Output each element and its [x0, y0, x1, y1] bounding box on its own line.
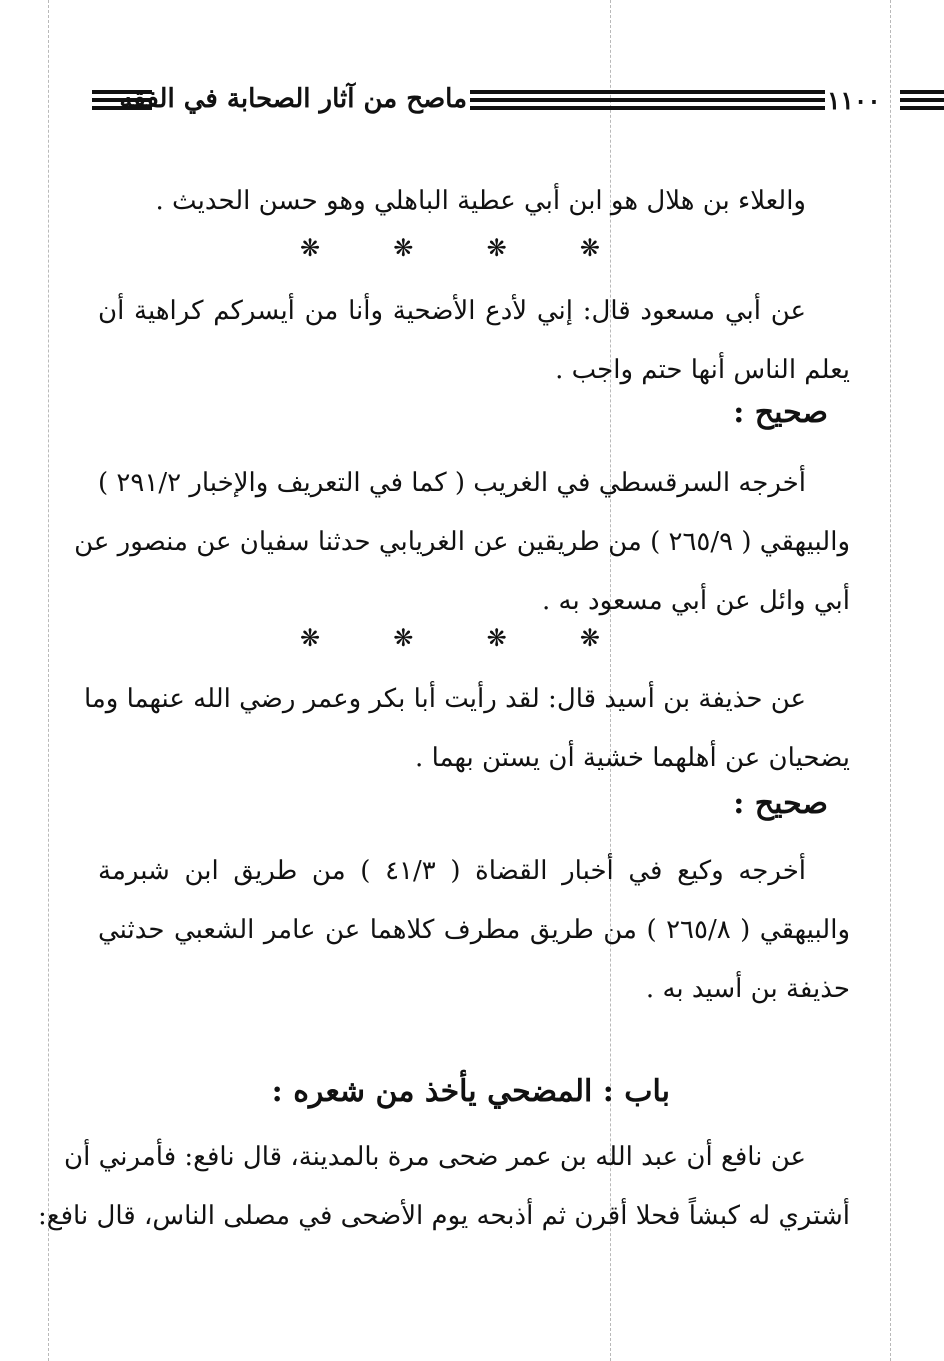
text-line: عن أبي مسعود قال: إني لأدع الأضحية وأنا من أيسركم كراهية أن — [98, 296, 806, 326]
star-ornament: ❋ — [300, 234, 321, 262]
athar-2-text — [83, 670, 850, 788]
header-rule-middle — [470, 90, 825, 114]
athar-1-takhrij — [74, 454, 850, 631]
chapter-heading: باب : المضحي يأخذ من شعره : — [271, 1074, 670, 1109]
separator-stars — [300, 234, 600, 262]
text-line: يعلم الناس أنها حتم واجب . — [555, 355, 850, 385]
grade-heading: صحيح : — [733, 786, 828, 821]
star-ornament: ❋ — [579, 234, 600, 262]
chapter-text — [38, 1128, 850, 1246]
text-line: عن حذيفة بن أسيد قال: لقد رأيت أبا بكر وعمر رضي الله عنهما وما — [83, 684, 806, 714]
text-line: يضحيان عن أهلهما خشية أن يستن بهما . — [415, 743, 850, 773]
star-ornament: ❋ — [393, 624, 414, 652]
text-line: والبيهقي ( ٢٦٥/٨ ) من طريق مطرف كلاهما عن عامر الشعبي حدثني — [98, 915, 850, 945]
grade-heading: صحيح : — [733, 395, 828, 430]
intro-paragraph — [98, 172, 850, 231]
star-ornament: ❋ — [486, 624, 507, 652]
running-title: ماصح من آثار الصحابة في الفقه — [119, 84, 467, 114]
header-rule-right — [900, 90, 944, 114]
text-line: أشتري له كبشاً فحلا أقرن ثم أذبحه يوم الأضحى في مصلى الناس، قال نافع: — [38, 1201, 850, 1231]
page-number: ١١٠٠ — [827, 86, 881, 115]
star-ornament: ❋ — [486, 234, 507, 262]
star-ornament: ❋ — [393, 234, 414, 262]
athar-2-takhrij — [98, 842, 850, 1019]
athar-1-text — [98, 282, 850, 400]
text-line: أخرجه وكيع في أخبار القضاة ( ٤١/٣ ) من طريق ابن شبرمة — [98, 856, 807, 886]
text-line: عن نافع أن عبد الله بن عمر ضحى مرة بالمدينة، قال نافع: فأمرني أن — [64, 1142, 806, 1172]
text-line: أخرجه السرقسطي في الغريب ( كما في التعريف والإخبار ٢٩١/٢ ) — [98, 468, 806, 498]
separator-stars — [300, 624, 600, 652]
star-ornament: ❋ — [579, 624, 600, 652]
page-header — [92, 84, 881, 124]
text-line: حذيفة بن أسيد به . — [645, 974, 850, 1004]
intro-line: والعلاء بن هلال هو ابن أبي عطية الباهلي وهو حسن الحديث . — [155, 186, 806, 216]
star-ornament: ❋ — [300, 624, 321, 652]
text-line: والبيهقي ( ٢٦٥/٩ ) من طريقين عن الغريابي حدثنا سفيان عن منصور عن — [74, 527, 850, 557]
text-line: أبي وائل عن أبي مسعود به . — [542, 586, 850, 616]
